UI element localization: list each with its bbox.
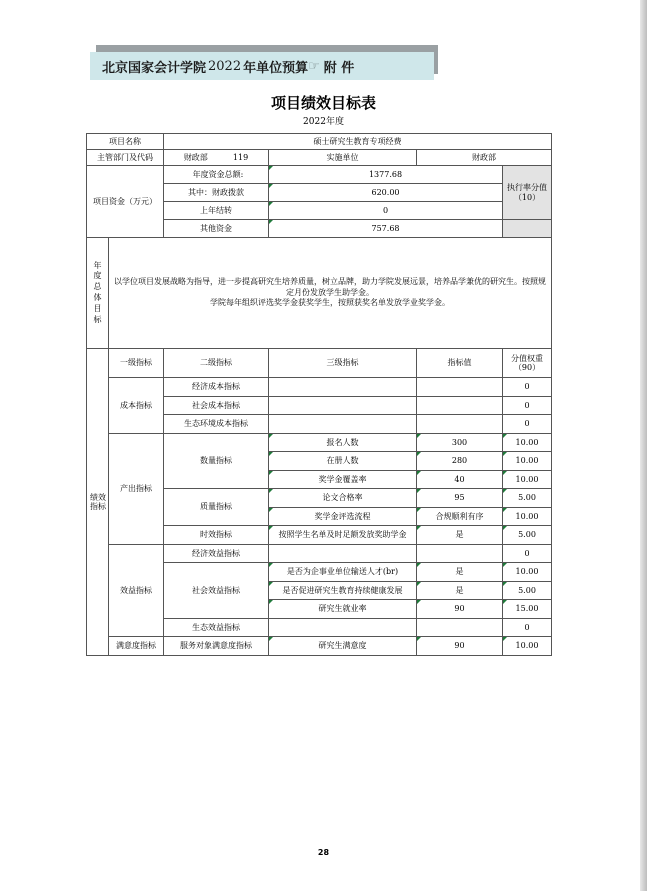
page-number: 28 bbox=[317, 848, 330, 857]
weight-cell: 0 bbox=[503, 378, 552, 397]
weight-cell: 5.00 bbox=[503, 526, 552, 545]
table-row bbox=[87, 238, 552, 349]
funds-other-label: 其他资金 bbox=[164, 220, 269, 238]
value-cell: 300 bbox=[417, 433, 503, 452]
value-cell: 是 bbox=[417, 581, 503, 600]
level2-cell: 经济效益指标 bbox=[164, 544, 269, 563]
benefit-indicator-label: 效益指标 bbox=[109, 544, 164, 637]
weight-cell: 10.00 bbox=[503, 507, 552, 526]
weight-cell: 0 bbox=[503, 544, 552, 563]
funds-label: 项目资金（万元） bbox=[87, 166, 164, 238]
value-cell: 合规顺利有序 bbox=[417, 507, 503, 526]
table-row bbox=[87, 637, 552, 656]
level3-cell: 研究生满意度 bbox=[269, 637, 417, 656]
value-cell: 280 bbox=[417, 452, 503, 471]
header-org: 北京国家会计学院 bbox=[102, 60, 207, 76]
weight-cell: 0 bbox=[503, 415, 552, 434]
level3-cell: 在册人数 bbox=[269, 452, 417, 471]
goal-text-line: 以学位项目发展战略为指导，进一步提高研究生培养质量，树立品牌，助力学院发展远景，培养品学兼优的研究生。按照规定月份发放学生助学金。 bbox=[114, 277, 546, 297]
value-cell: 是 bbox=[417, 563, 503, 582]
level3-cell bbox=[269, 378, 417, 397]
value-cell: 95 bbox=[417, 489, 503, 508]
value-cell bbox=[417, 415, 503, 434]
weight-cell: 5.00 bbox=[503, 581, 552, 600]
level3-cell: 报名人数 bbox=[269, 433, 417, 452]
table-row bbox=[87, 544, 552, 563]
level3-cell: 研究生就业率 bbox=[269, 600, 417, 619]
col-weight-header: 分值权重（90） bbox=[503, 349, 552, 378]
value-cell bbox=[417, 618, 503, 637]
level2-cell: 服务对象满意度指标 bbox=[164, 637, 269, 656]
year-label: 2022年度 bbox=[303, 117, 344, 127]
funds-total-label: 年度资金总额: bbox=[164, 166, 269, 184]
value-cell: 是 bbox=[417, 526, 503, 545]
timely-indicator-label: 时效指标 bbox=[164, 526, 269, 545]
value-cell bbox=[417, 396, 503, 415]
level3-cell: 是否促进研究生教育持续健康发展 bbox=[269, 581, 417, 600]
level3-cell bbox=[269, 415, 417, 434]
dept-name: 财政部 bbox=[183, 152, 208, 162]
goal-label: 年度总体目标 bbox=[87, 238, 109, 349]
quantity-indicator-label: 数量指标 bbox=[164, 433, 269, 489]
dept-label: 主管部门及代码 bbox=[87, 150, 164, 166]
dept-cell bbox=[164, 150, 269, 166]
funds-carry: 0 bbox=[269, 202, 503, 220]
table-row bbox=[87, 166, 552, 184]
level3-cell: 奖学金评选流程 bbox=[269, 507, 417, 526]
project-name-label: 项目名称 bbox=[87, 134, 164, 150]
pointing-hand-icon: ☞ bbox=[308, 58, 320, 74]
output-indicator-label: 产出指标 bbox=[109, 433, 164, 544]
level3-cell: 奖学金覆盖率 bbox=[269, 470, 417, 489]
cost-indicator-label: 成本指标 bbox=[109, 378, 164, 434]
page-edge bbox=[640, 0, 647, 891]
table-row bbox=[87, 433, 552, 452]
col-level3-header: 三级指标 bbox=[269, 349, 417, 378]
level2-cell: 经济成本指标 bbox=[164, 378, 269, 397]
impl-unit: 财政部 bbox=[417, 150, 552, 166]
col-value-header: 指标值 bbox=[417, 349, 503, 378]
weight-cell: 10.00 bbox=[503, 637, 552, 656]
funds-carry-label: 上年结转 bbox=[164, 202, 269, 220]
level2-cell: 生态效益指标 bbox=[164, 618, 269, 637]
project-name: 硕士研究生教育专项经费 bbox=[164, 134, 552, 150]
weight-cell: 10.00 bbox=[503, 563, 552, 582]
funds-other: 757.68 bbox=[269, 220, 503, 238]
page-title: 项目绩效目标表 bbox=[270, 94, 376, 112]
value-cell: 40 bbox=[417, 470, 503, 489]
weight-cell: 10.00 bbox=[503, 452, 552, 471]
weight-cell: 10.00 bbox=[503, 470, 552, 489]
dept-code: 119 bbox=[232, 152, 249, 162]
social-benefit-label: 社会效益指标 bbox=[164, 563, 269, 619]
satisfaction-indicator-label: 满意度指标 bbox=[109, 637, 164, 656]
table-row bbox=[87, 378, 552, 397]
table-row bbox=[87, 134, 552, 150]
value-cell: 90 bbox=[417, 600, 503, 619]
weight-cell: 15.00 bbox=[503, 600, 552, 619]
execution-rate-label: 执行率分值（10） bbox=[503, 166, 552, 220]
level3-cell bbox=[269, 396, 417, 415]
header-year: 2022 bbox=[208, 58, 242, 74]
header-budget: 年单位预算 bbox=[243, 60, 309, 76]
header-appendix: 附 件 bbox=[323, 60, 355, 76]
value-cell bbox=[417, 378, 503, 397]
execution-rate-value bbox=[503, 220, 552, 238]
header-banner bbox=[90, 52, 434, 80]
value-cell bbox=[417, 544, 503, 563]
performance-table bbox=[86, 133, 552, 656]
goal-text bbox=[109, 238, 552, 349]
weight-cell: 5.00 bbox=[503, 489, 552, 508]
col-level1-header: 一级指标 bbox=[109, 349, 164, 378]
level3-cell: 按照学生名单及时足额发放奖助学金 bbox=[269, 526, 417, 545]
level3-cell bbox=[269, 618, 417, 637]
level2-cell: 生态环境成本指标 bbox=[164, 415, 269, 434]
level3-cell: 是否为企事业单位输送人才(br) bbox=[269, 563, 417, 582]
funds-total: 1377.68 bbox=[269, 166, 503, 184]
funds-fiscal: 620.00 bbox=[269, 184, 503, 202]
level3-cell: 论文合格率 bbox=[269, 489, 417, 508]
weight-cell: 0 bbox=[503, 618, 552, 637]
weight-cell: 0 bbox=[503, 396, 552, 415]
indicators-section-label: 绩效指标 bbox=[87, 349, 109, 656]
value-cell: 90 bbox=[417, 637, 503, 656]
weight-cell: 10.00 bbox=[503, 433, 552, 452]
goal-text-line: 学院每年组织评选奖学金获奖学生，按照获奖名单发放学业奖学金。 bbox=[210, 298, 450, 308]
funds-fiscal-label: 其中：财政拨款 bbox=[164, 184, 269, 202]
table-row bbox=[87, 150, 552, 166]
impl-label: 实施单位 bbox=[269, 150, 417, 166]
col-level2-header: 二级指标 bbox=[164, 349, 269, 378]
quality-indicator-label: 质量指标 bbox=[164, 489, 269, 526]
level3-cell bbox=[269, 544, 417, 563]
table-row bbox=[87, 349, 552, 378]
level2-cell: 社会成本指标 bbox=[164, 396, 269, 415]
